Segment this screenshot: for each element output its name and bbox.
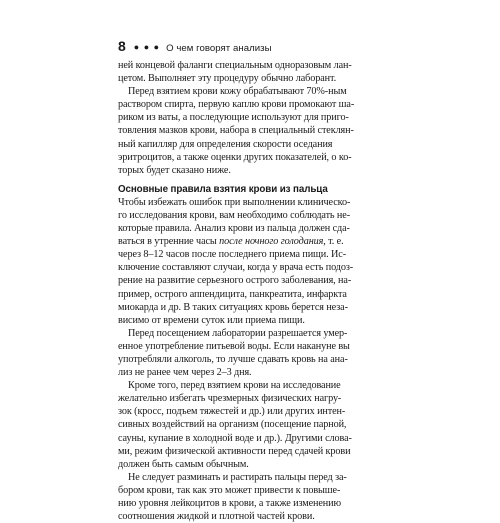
emphasis-text: после ночного голодания — [219, 236, 324, 248]
text-line: миокарда и др. В таких ситуациях кровь берется неза- — [118, 301, 348, 313]
text-line: цетом. Выполняет эту процедуру обычно лаборант. — [118, 73, 337, 85]
text-line: ключение составляют случаи, когда у врача есть подоз- — [118, 262, 354, 274]
text-line: пример, острого аппендицита, панкреатита, инфаркта — [118, 288, 347, 300]
paragraph-4 — [118, 327, 382, 379]
text-line: лиз не ранее чем через 2–3 дня. — [118, 367, 252, 379]
text-line: висимо от времени суток или приема пищи. — [118, 314, 305, 326]
body-text — [118, 59, 382, 523]
text-line: риком из ваты, а последующие используют для приго- — [118, 112, 349, 124]
text-line: соотношения жидкой и плотной частей крови. — [118, 511, 315, 523]
text-line: должен быть самым обычным. — [118, 458, 249, 470]
text-line: зок (кросс, подъем тяжестей и др.) или других интен- — [118, 406, 346, 418]
text-line: бором крови, так как это может привести к повыше- — [118, 484, 341, 496]
text-line: ней концевой фаланги специальным одноразовым лан- — [118, 60, 352, 71]
running-title: О чем говорят анализы — [166, 43, 272, 54]
text-line: раствором спирта, первую каплю крови промокают ша- — [118, 99, 355, 111]
text-line: ный капилляр для определения скорости оседания — [118, 138, 333, 150]
text-line: эритроцитов, а также оценки других показателей, о ко- — [118, 151, 352, 163]
text-line: рение на развитие серьезного острого заболевания, на- — [118, 275, 352, 287]
text-line: желательно избегать чрезмерных физических нагру- — [118, 393, 342, 405]
text-line: Перед посещением лаборатории разрешается умер- — [128, 327, 348, 339]
text-run: , т. е. — [323, 236, 344, 248]
paragraph-2 — [118, 85, 382, 177]
text-line: которые правила. Анализ крови из пальца должен сда- — [118, 223, 350, 235]
text-line: енное употребление питьевой воды. Если накануне вы — [118, 340, 350, 352]
text-line-with-emphasis — [118, 235, 382, 248]
text-line: сивных воздействий на организм (посещение парной, — [118, 419, 347, 431]
text-line: нию уровня лейкоцитов в крови, а также изменению — [118, 498, 342, 509]
text-line: ми, режим физической активности перед сдачей крови — [118, 445, 351, 457]
paragraph-1 — [118, 59, 382, 85]
text-line: сауны, купание в холодной воде и др.). Другими слова- — [118, 432, 352, 444]
text-line: Перед взятием крови кожу обрабатывают 70%-ным — [128, 86, 347, 98]
running-head — [118, 38, 382, 56]
dots-ornament: ● ● ● — [133, 42, 161, 52]
page-number: 8 — [118, 38, 126, 54]
text-line: Чтобы избежать ошибок при выполнении клиническо- — [118, 196, 351, 208]
text-run: ваться в утренние часы — [118, 236, 220, 248]
paragraph-3 — [118, 196, 382, 327]
text-line: товления мазков крови, набора в специальный стеклян- — [118, 125, 354, 137]
text-line: Кроме того, перед взятием крови на исследование — [128, 380, 341, 392]
text-line: употребляли алкоголь, то лучше сдавать кровь на ана- — [118, 353, 348, 365]
section-heading: Основные правила взятия крови из пальца — [118, 183, 328, 195]
text-line: через 8–12 часов после последнего приема пищи. Ис- — [118, 249, 347, 261]
text-line: го исследования крови, вам необходимо соблюдать не- — [118, 209, 350, 221]
paragraph-5 — [118, 379, 382, 471]
paragraph-6 — [118, 471, 382, 523]
text-line: Не следует разминать и растирать пальцы перед за- — [128, 471, 347, 483]
text-line: торых будет сказано ниже. — [118, 164, 231, 176]
book-page — [118, 38, 382, 523]
